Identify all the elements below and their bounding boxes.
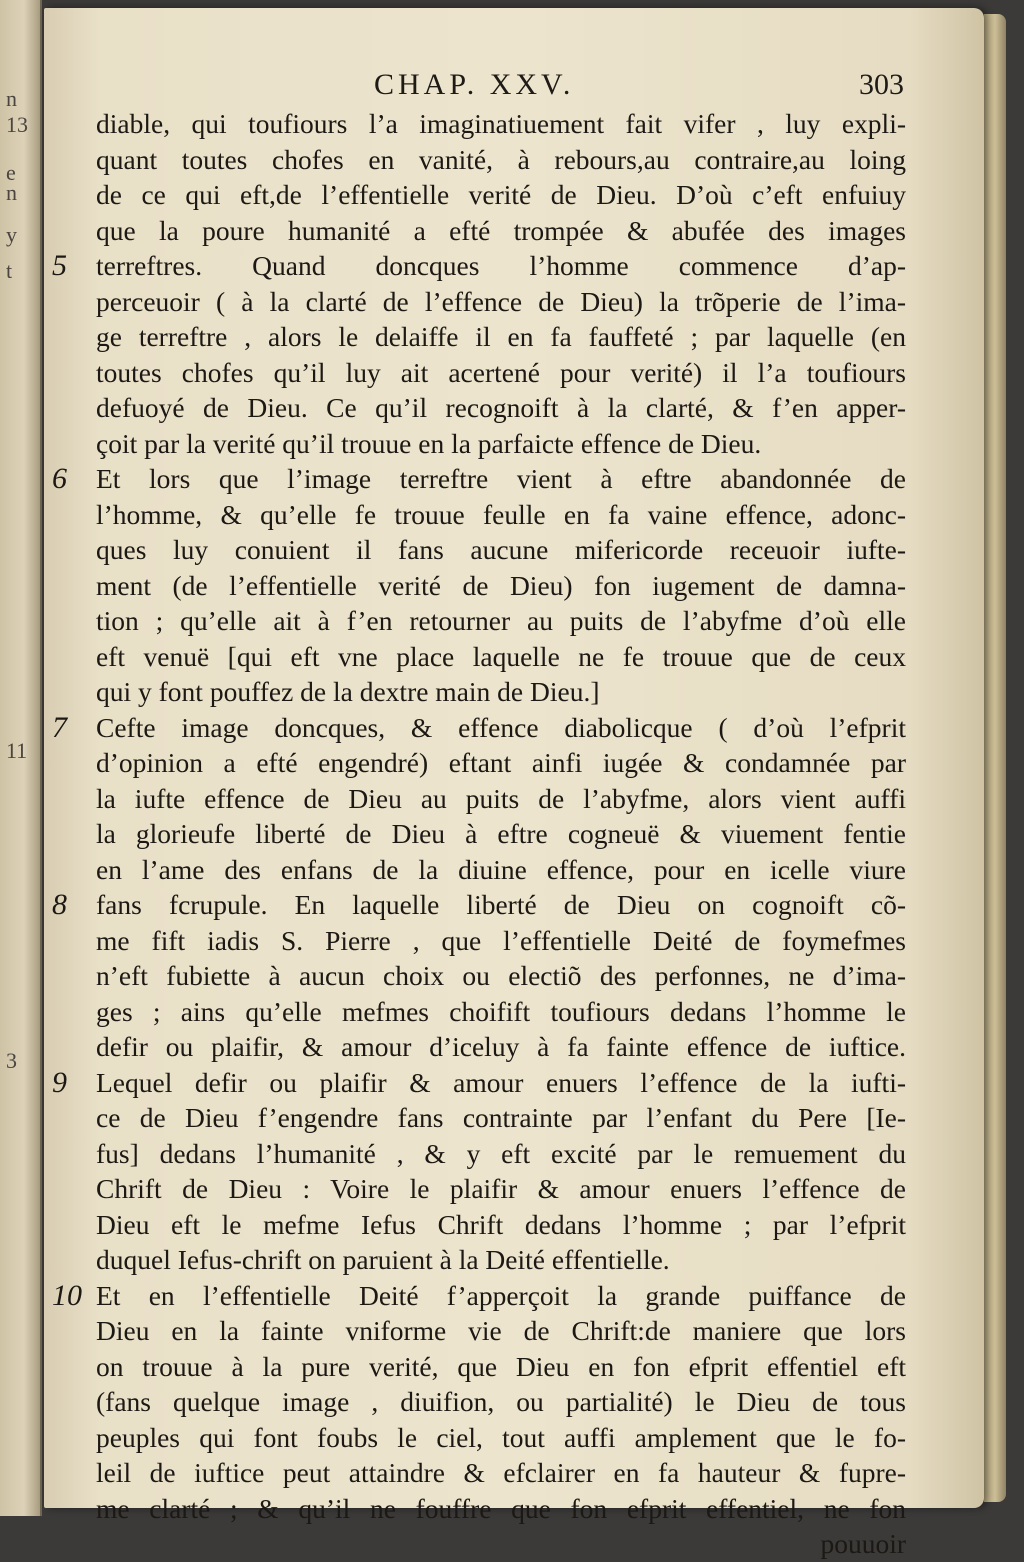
text-line	[96, 852, 906, 888]
verse-number: 5	[52, 249, 67, 282]
text-line	[52, 710, 906, 746]
verse-number: 7	[52, 710, 67, 744]
line-text: la iufte effence de Dieu au puits de l’abyfme, alors vient auffi	[96, 782, 906, 814]
text-line	[52, 1278, 906, 1314]
line-text: l’homme, & qu’elle fe trouue feulle en fa vaine effence, adonc-	[96, 498, 906, 530]
previous-page-fragment: e	[6, 160, 16, 185]
text-line	[96, 958, 906, 994]
text-line	[96, 674, 906, 710]
previous-page-fragment: n 13	[6, 86, 28, 137]
text-line	[96, 106, 906, 142]
text-line	[96, 603, 906, 639]
text-line	[96, 568, 906, 604]
line-text: çoit par la verité qu’il trouue en la parfaicte effence de Dieu.	[96, 427, 762, 459]
text-line	[96, 355, 906, 391]
text-line	[96, 1207, 906, 1243]
text-line	[96, 781, 906, 817]
line-text: Et en l’effentielle Deité f’apperçoit la grande puiffance de	[96, 1279, 906, 1311]
previous-page-fragment: y	[6, 222, 17, 247]
line-text: defuoyé de Dieu. Ce qu’il recognoift à la clarté, & f’en apper-	[96, 392, 906, 423]
line-text: diable, qui toufiours l’a imaginatiuement fait vifer , luy expli-	[96, 108, 906, 139]
text-line	[96, 923, 906, 959]
text-line	[96, 213, 906, 249]
previous-page-fragment: 3	[6, 1048, 17, 1073]
line-text: ce de Dieu f’engendre fans contrainte par l’enfant du Pere [Ie-	[96, 1102, 906, 1133]
line-text: pouuoir	[820, 1528, 906, 1559]
line-text: Chrift de Dieu : Voire le plaifir & amour enuers l’effence de	[96, 1173, 906, 1204]
line-text: leil de iuftice peut attaindre & efclairer en fa hauteur & fupre-	[96, 1457, 906, 1488]
text-line	[96, 1313, 906, 1349]
line-text: qui y font pouffez de la dextre main de Dieu.]	[96, 676, 600, 707]
previous-page-fragment: n	[6, 180, 17, 205]
text-line	[96, 1029, 906, 1065]
line-text: la glorieufe liberté de Dieu à eftre cogneuë & viuement fentie	[96, 818, 906, 849]
text-line	[96, 1242, 906, 1278]
text-line	[52, 887, 906, 923]
line-text: fus] dedans l’humanité , & y eft excité par le remuement du	[96, 1137, 906, 1169]
text-body	[52, 106, 906, 1562]
line-text: toutes chofes qu’il luy ait acertené pour verité) il l’a toufiours	[96, 356, 906, 388]
page-number: 303	[859, 68, 904, 101]
line-text: quant toutes chofes en vanité, à rebours,au contraire,au loing	[96, 143, 906, 175]
page-edge	[984, 14, 1006, 1502]
verse-number: 8	[52, 888, 67, 921]
line-text: Dieu en la fainte vniforme vie de Chrift:de maniere que lors	[96, 1315, 906, 1346]
text-line	[96, 1171, 906, 1207]
line-text: on trouue à la pure verité, que Dieu en fon efprit effentiel eft	[96, 1350, 906, 1382]
line-text: eft venuë [qui eft vne place laquelle ne fe trouue que de ceux	[96, 640, 906, 672]
text-line	[96, 497, 906, 533]
text-line	[52, 248, 906, 284]
text-line	[96, 284, 906, 320]
text-line	[96, 142, 906, 178]
line-text: ment (de l’effentielle verité de Dieu) fon iugement de damna-	[96, 569, 906, 601]
text-line	[96, 426, 906, 462]
line-text: de ce qui eft,de l’effentielle verité de Dieu. D’où c’eft enfuiuy	[96, 179, 906, 210]
line-text: defir ou plaifir, & amour d’iceluy à fa fainte effence de iuftice.	[96, 1031, 906, 1062]
text-line	[52, 1065, 906, 1101]
line-text: duquel Iefus-chrift on paruient à la Deité effentielle.	[96, 1244, 670, 1275]
text-line	[52, 461, 906, 497]
page-header	[44, 68, 984, 108]
text-line	[96, 1349, 906, 1385]
previous-page-edge	[0, 0, 42, 1516]
verse-number: 10	[52, 1278, 82, 1312]
line-text: Dieu eft le mefme Iefus Chrift dedans l’homme ; par l’efprit	[96, 1208, 906, 1240]
verse-number: 9	[52, 1065, 67, 1099]
line-text: me fift iadis S. Pierre , que l’effentielle Deité de foymefmes	[96, 924, 906, 956]
line-text: n’eft fubiette à aucun choix ou electiõ des perfonnes, ne d’ima-	[96, 960, 906, 991]
line-text: perceuoir ( à la clarté de l’effence de Dieu) la trõperie de l’ima-	[96, 285, 906, 317]
line-text: ges ; ains qu’elle mefmes choifift toufiours dedans l’homme le	[96, 995, 906, 1027]
text-line	[96, 1526, 906, 1562]
text-line	[96, 745, 906, 781]
line-text: en l’ame des enfans de la diuine effence, pour en icelle viure	[96, 853, 906, 885]
line-text: Lequel defir ou plaifir & amour enuers l’effence de la iufti-	[96, 1066, 906, 1098]
previous-page-fragment: 11	[6, 738, 28, 763]
text-line	[96, 639, 906, 675]
line-text: Cefte image doncques, & effence diabolicque ( d’où l’efprit	[96, 711, 906, 743]
text-line	[96, 532, 906, 568]
line-text: fans fcrupule. En laquelle liberté de Dieu on cognoift cõ-	[96, 889, 906, 920]
text-line	[96, 390, 906, 426]
line-text: me clarté ; & qu’il ne fouffre que fon efprit effentiel, ne fon	[96, 1492, 906, 1524]
line-text: que la poure humanité a efté trompée & abufée des images	[96, 214, 906, 246]
line-text: terreftres. Quand doncques l’homme commence d’ap-	[96, 250, 906, 281]
text-line	[96, 1491, 906, 1527]
line-text: (fans quelque image , diuifion, ou partialité) le Dieu de tous	[96, 1386, 906, 1417]
text-line	[96, 994, 906, 1030]
text-line	[96, 1384, 906, 1420]
previous-page-fragment: t	[6, 258, 13, 283]
line-text: d’opinion a efté engendré) eftant ainfi iugée & condamnée par	[96, 747, 906, 778]
line-text: tion ; qu’elle ait à f’en retourner au puits de l’abyfme d’où elle	[96, 605, 906, 636]
text-line	[96, 1100, 906, 1136]
text-line	[96, 319, 906, 355]
book-page	[44, 8, 984, 1559]
line-text: peuples qui font foubs le ciel, tout auffi amplement que le fo-	[96, 1421, 906, 1453]
text-line	[96, 177, 906, 213]
line-text: ques luy conuient il fans aucune mifericorde receuoir iufte-	[96, 534, 906, 565]
text-line	[96, 1136, 906, 1172]
line-text: Et lors que l’image terreftre vient à eftre abandonnée de	[96, 463, 906, 494]
verse-number: 6	[52, 462, 67, 495]
line-text: ge terreftre , alors le delaiffe il en fa fauffeté ; par laquelle (en	[96, 321, 906, 352]
text-line	[96, 816, 906, 852]
text-line	[96, 1455, 906, 1491]
running-title: CHAP. XXV.	[374, 68, 575, 101]
text-line	[96, 1420, 906, 1456]
